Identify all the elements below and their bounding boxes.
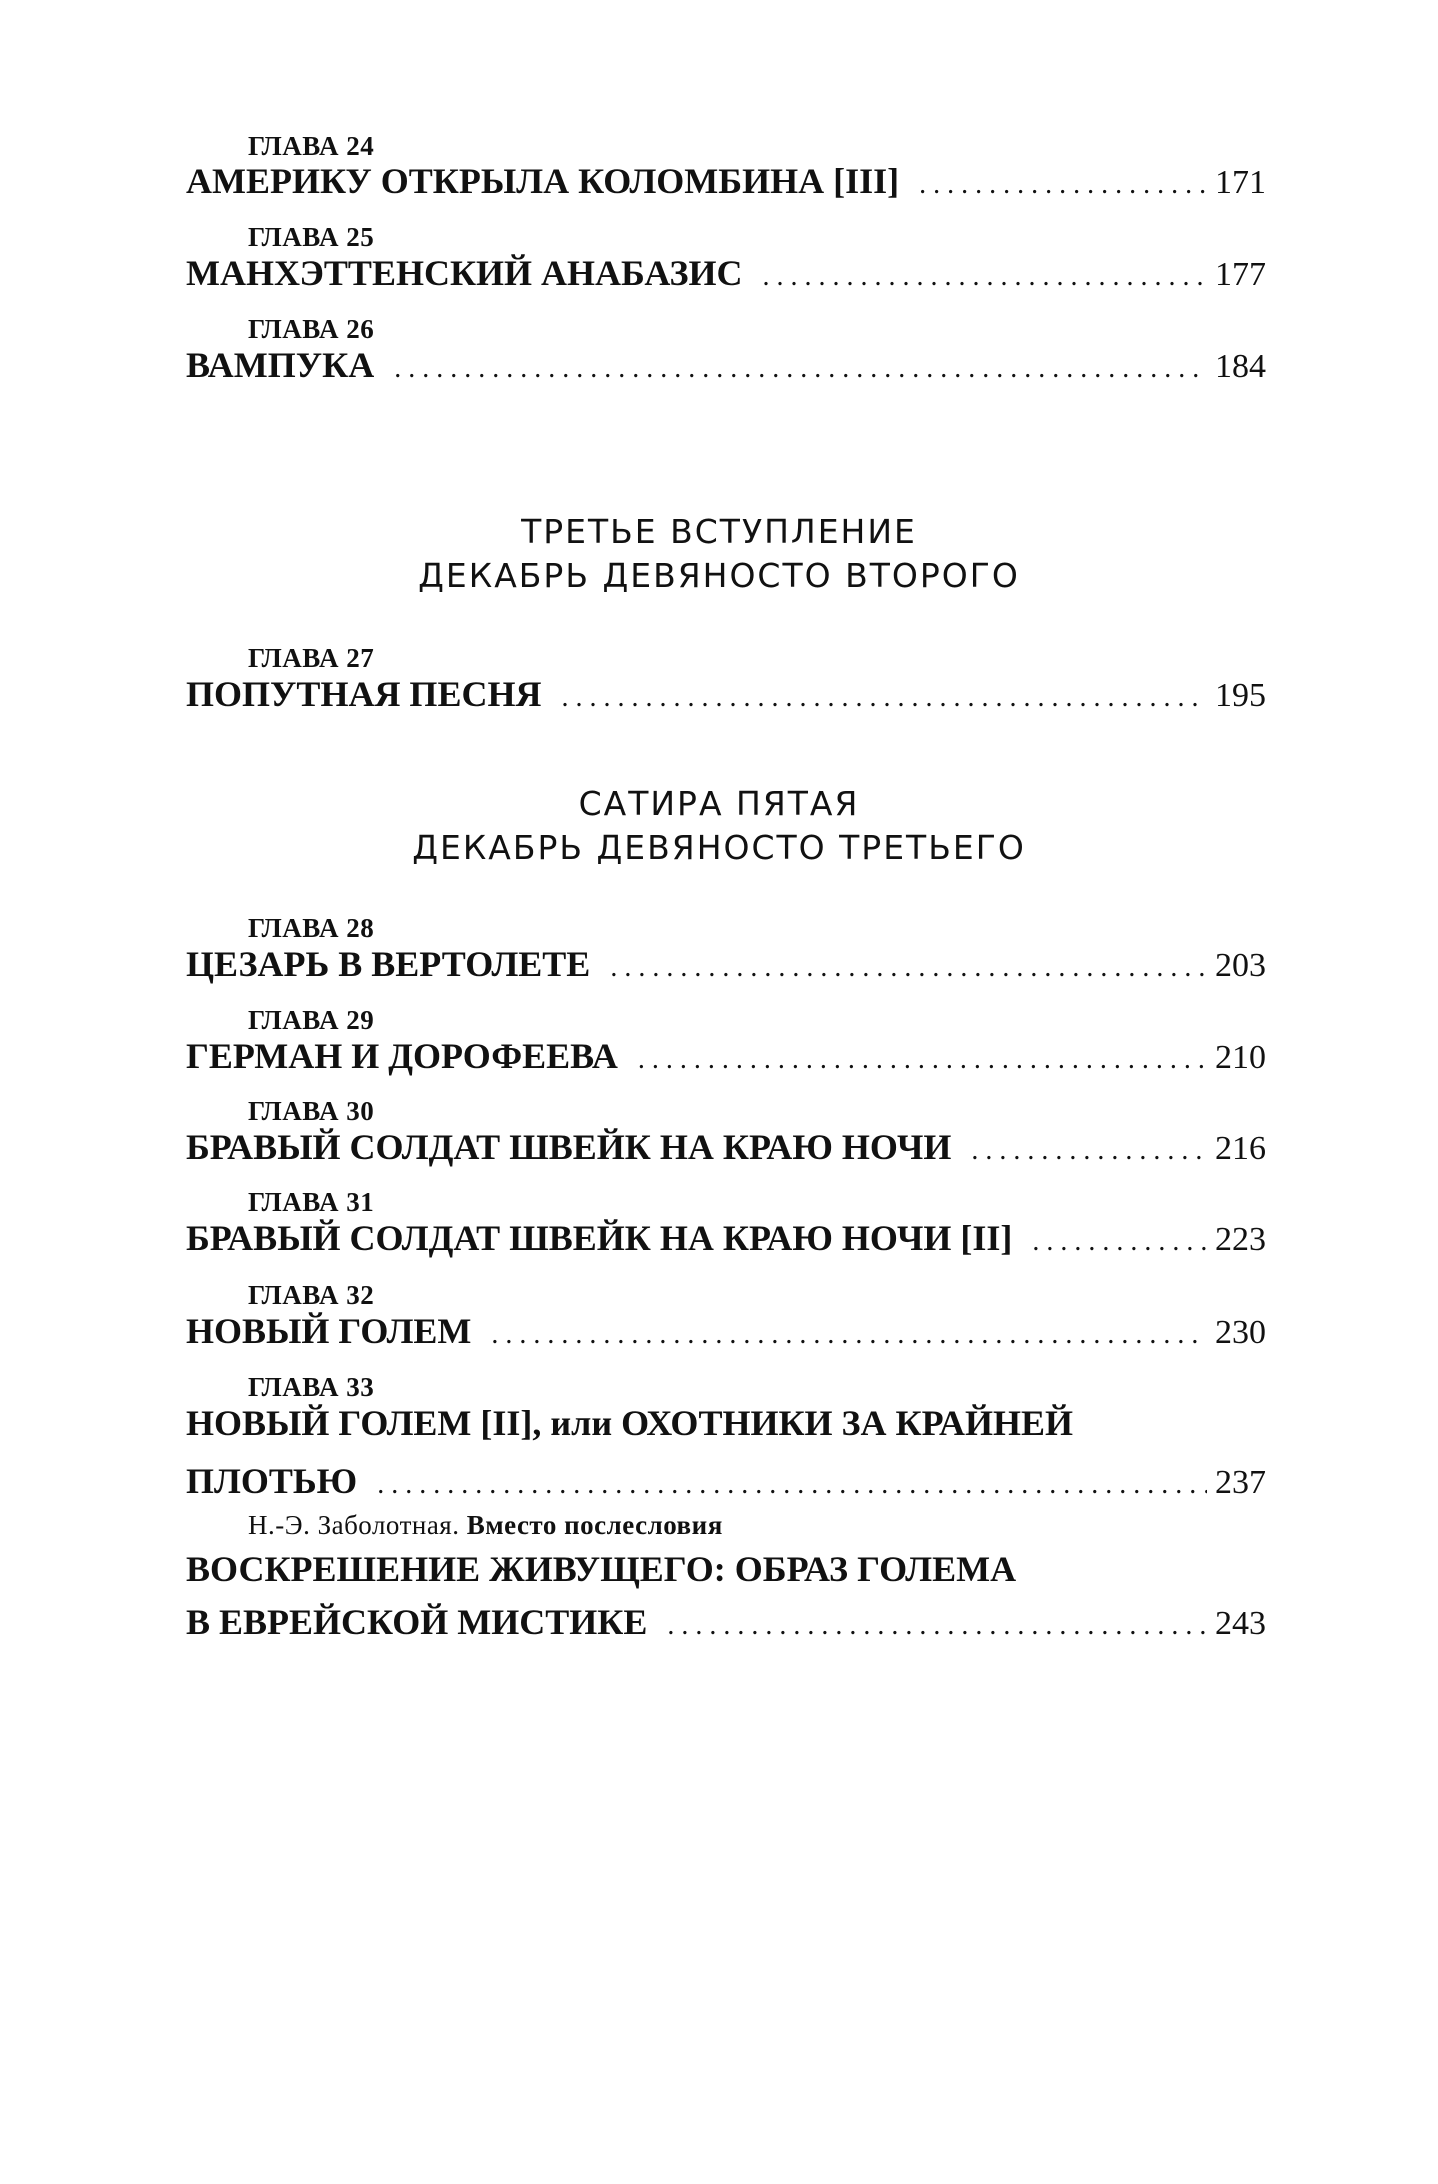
entry-title: ЦЕЗАРЬ В ВЕРТОЛЕТЕ [186, 944, 591, 984]
toc-entry[interactable] [186, 943, 1266, 985]
toc-entry[interactable] [186, 160, 1266, 202]
leader-dots [919, 169, 1207, 201]
leader-dots [561, 682, 1207, 714]
afterword-author: Н.-Э. Заболотная. [248, 1510, 460, 1540]
section-subheading: ДЕКАБРЬ ДЕВЯНОСТО ТРЕТЬЕГО [412, 828, 1026, 867]
chapter-label: ГЛАВА 26 [248, 314, 375, 344]
leader-dots [763, 261, 1208, 293]
leader-dots [1032, 1226, 1207, 1258]
entry-title-line2: ПЛОТЬЮ [186, 1461, 358, 1501]
section-subheading: ДЕКАБРЬ ДЕВЯНОСТО ВТОРОГО [418, 556, 1020, 595]
afterword-title-line1[interactable]: ВОСКРЕШЕНИЕ ЖИВУЩЕГО: ОБРАЗ ГОЛЕМА [186, 1549, 1017, 1589]
toc-entry[interactable] [186, 252, 1266, 294]
toc-entry[interactable] [186, 1310, 1266, 1352]
section-heading: ТРЕТЬЕ ВСТУПЛЕНИЕ [521, 512, 917, 551]
page-number: 210 [1215, 1039, 1266, 1076]
entry-title: ПОПУТНАЯ ПЕСНЯ [186, 674, 542, 714]
page-number: 177 [1215, 256, 1266, 293]
leader-dots [394, 353, 1207, 385]
entry-title: ВАМПУКА [186, 345, 375, 385]
leader-dots [377, 1469, 1207, 1501]
chapter-label: ГЛАВА 29 [248, 1005, 375, 1035]
leader-dots [971, 1135, 1207, 1167]
toc-entry[interactable] [186, 1460, 1266, 1502]
toc-entry[interactable] [186, 1217, 1266, 1259]
toc-entry[interactable] [186, 1035, 1266, 1077]
entry-title-line1[interactable]: НОВЫЙ ГОЛЕМ [II], или ОХОТНИКИ ЗА КРАЙНЕЙ [186, 1403, 1074, 1443]
page-number: 230 [1215, 1314, 1266, 1351]
afterword-title-line2: В ЕВРЕЙСКОЙ МИСТИКЕ [186, 1602, 648, 1642]
entry-title: БРАВЫЙ СОЛДАТ ШВЕЙК НА КРАЮ НОЧИ [II] [186, 1218, 1013, 1258]
leader-dots [638, 1044, 1207, 1076]
toc-entry[interactable] [186, 673, 1266, 715]
page-number: 195 [1215, 677, 1266, 714]
entry-title: ГЕРМАН И ДОРОФЕЕВА [186, 1036, 618, 1076]
chapter-label: ГЛАВА 25 [248, 222, 375, 252]
page-number: 237 [1215, 1464, 1266, 1501]
chapter-label: ГЛАВА 31 [248, 1187, 375, 1217]
chapter-label: ГЛАВА 33 [248, 1372, 375, 1402]
toc-entry[interactable] [186, 1601, 1266, 1643]
leader-dots [491, 1319, 1207, 1351]
entry-title: АМЕРИКУ ОТКРЫЛА КОЛОМБИНА [III] [186, 161, 900, 201]
leader-dots [667, 1610, 1207, 1642]
chapter-label: ГЛАВА 24 [248, 131, 375, 161]
page-number: 203 [1215, 947, 1266, 984]
page-number: 171 [1215, 164, 1266, 201]
leader-dots [610, 952, 1207, 984]
toc-entry[interactable] [186, 344, 1266, 386]
page-number: 216 [1215, 1130, 1266, 1167]
afterword-caption: Вместо послесловия [466, 1510, 723, 1540]
chapter-label: ГЛАВА 27 [248, 643, 375, 673]
afterword-label [248, 1510, 723, 1541]
page-number: 184 [1215, 348, 1266, 385]
entry-title: БРАВЫЙ СОЛДАТ ШВЕЙК НА КРАЮ НОЧИ [186, 1127, 952, 1167]
page-number: 223 [1215, 1221, 1266, 1258]
toc-entry[interactable] [186, 1126, 1266, 1168]
section-heading: САТИРА ПЯТАЯ [578, 784, 860, 823]
chapter-label: ГЛАВА 32 [248, 1280, 375, 1310]
chapter-label: ГЛАВА 30 [248, 1096, 375, 1126]
page-number: 243 [1215, 1605, 1266, 1642]
chapter-label: ГЛАВА 28 [248, 913, 375, 943]
entry-title: МАНХЭТТЕНСКИЙ АНАБАЗИС [186, 253, 743, 293]
entry-title: НОВЫЙ ГОЛЕМ [186, 1311, 472, 1351]
